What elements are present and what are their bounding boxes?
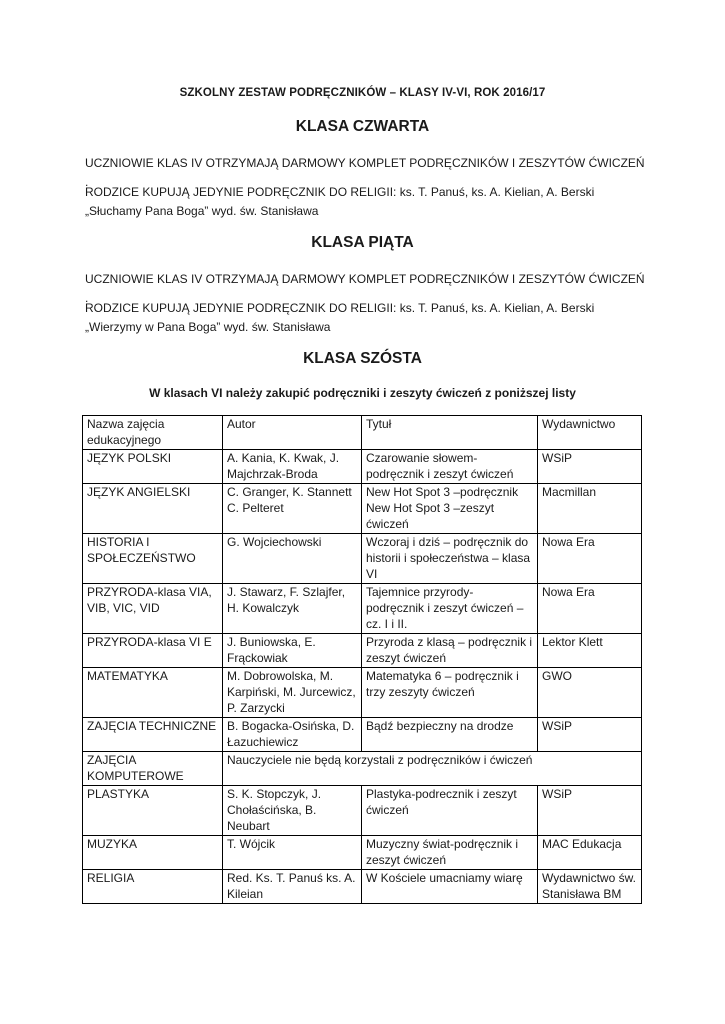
- cell-publisher: WSiP: [538, 450, 642, 484]
- cell-author: M. Dobrowolska, M. Karpiński, M. Jurcewicz, P. Zarzycki: [223, 668, 362, 718]
- cell-subject: PRZYRODA-klasa VI E: [83, 634, 223, 668]
- cell-title: Przyroda z klasą – podręcznik i zeszyt ćwiczeń: [362, 634, 538, 668]
- document-title: SZKOLNY ZESTAW PODRĘCZNIKÓW – KLASY IV-VI, ROK 2016/17: [179, 87, 546, 99]
- table-row: [83, 870, 642, 904]
- class6-instruction: W klasach VI należy zakupić podręczniki i zeszyty ćwiczeń z poniższej listy: [149, 386, 576, 400]
- cell-author: J. Stawarz, F. Szlajfer, H. Kowalczyk: [223, 584, 362, 634]
- cell-publisher: Nowa Era: [538, 534, 642, 584]
- class5-free-books-note: UCZNIOWIE KLAS IV OTRZYMAJĄ DARMOWY KOMPLET PODRĘCZNIKÓW I ZESZYTÓW ĆWICZEŃ .: [85, 272, 645, 305]
- cell-subject: ZAJĘCIA TECHNICZNE: [83, 718, 223, 752]
- textbook-table: [82, 415, 642, 904]
- cell-subject: HISTORIA I SPOŁECZEŃSTWO: [83, 534, 223, 584]
- cell-subject: PRZYRODA-klasa VIA, VIB, VIC, VID: [83, 584, 223, 634]
- cell-author: J. Buniowska, E. Frąckowiak: [223, 634, 362, 668]
- cell-title: Muzyczny świat-podręcznik i zeszyt ćwiczeń: [362, 836, 538, 870]
- cell-title: Wczoraj i dziś – podręcznik do historii i społeczeństwa – klasa VI: [362, 534, 538, 584]
- class6-heading: KLASA SZÓSTA: [303, 350, 422, 367]
- cell-author: C. Granger, K. Stannett C. Pelteret: [223, 484, 362, 534]
- cell-title: Tajemnice przyrody- podręcznik i zeszyt ćwiczeń – cz. I i II.: [362, 584, 538, 634]
- cell-author: S. K. Stopczyk, J. Chołaścińska, B. Neubart: [223, 786, 362, 836]
- cell-subject: MATEMATYKA: [83, 668, 223, 718]
- cell-title: W Kościele umacniamy wiarę: [362, 870, 538, 904]
- cell-title: Bądź bezpieczny na drodze: [362, 718, 538, 752]
- cell-subject: PLASTYKA: [83, 786, 223, 836]
- cell-author: T. Wójcik: [223, 836, 362, 870]
- table-row: [83, 534, 642, 584]
- table-row: [83, 718, 642, 752]
- table-row: [83, 668, 642, 718]
- cell-subject: RELIGIA: [83, 870, 223, 904]
- header-publisher: Wydawnictwo: [538, 416, 642, 450]
- cell-subject: JĘZYK POLSKI: [83, 450, 223, 484]
- cell-author: G. Wojciechowski: [223, 534, 362, 584]
- cell-publisher: Lektor Klett: [538, 634, 642, 668]
- cell-publisher: Wydawnictwo św. Stanisława BM: [538, 870, 642, 904]
- cell-title: New Hot Spot 3 –podręcznik New Hot Spot 3 –zeszyt ćwiczeń: [362, 484, 538, 534]
- cell-publisher: Nowa Era: [538, 584, 642, 634]
- table-row: [83, 584, 642, 634]
- cell-publisher: Macmillan: [538, 484, 642, 534]
- cell-no-textbook-note: Nauczyciele nie będą korzystali z podręczników i ćwiczeń: [223, 752, 642, 786]
- table-row-computer-classes: [83, 752, 642, 786]
- cell-publisher: WSiP: [538, 718, 642, 752]
- class4-free-books-note: UCZNIOWIE KLAS IV OTRZYMAJĄ DARMOWY KOMPLET PODRĘCZNIKÓW I ZESZYTÓW ĆWICZEŃ .: [85, 156, 645, 189]
- cell-author: A. Kania, K. Kwak, J. Majchrzak-Broda: [223, 450, 362, 484]
- class4-heading: KLASA CZWARTA: [295, 118, 430, 135]
- class5-heading: KLASA PIĄTA: [311, 234, 414, 251]
- table-header-row: [83, 416, 642, 450]
- header-title: Tytuł: [362, 416, 538, 450]
- class5-religion-note: RODZICE KUPUJĄ JEDYNIE PODRĘCZNIK DO RELIGII: ks. T. Panuś, ks. A. Kielian, A. Berski „Wierzymy w Pana Boga” wyd. św. Stanisława: [85, 301, 595, 334]
- cell-title: Matematyka 6 – podręcznik i trzy zeszyty ćwiczeń: [362, 668, 538, 718]
- table-row: [83, 484, 642, 534]
- cell-subject: JĘZYK ANGIELSKI: [83, 484, 223, 534]
- cell-title: Czarowanie słowem- podręcznik i zeszyt ćwiczeń: [362, 450, 538, 484]
- cell-subject: ZAJĘCIA KOMPUTEROWE: [83, 752, 223, 786]
- cell-subject: MUZYKA: [83, 836, 223, 870]
- table-row: [83, 786, 642, 836]
- cell-author: B. Bogacka-Osińska, D. Łazuchiewicz: [223, 718, 362, 752]
- cell-publisher: MAC Edukacja: [538, 836, 642, 870]
- cell-publisher: GWO: [538, 668, 642, 718]
- header-author: Autor: [223, 416, 362, 450]
- class4-religion-note: RODZICE KUPUJĄ JEDYNIE PODRĘCZNIK DO RELIGII: ks. T. Panuś, ks. A. Kielian, A. Berski „Słuchamy Pana Boga” wyd. św. Stanisława: [85, 185, 595, 218]
- cell-title: Plastyka-podrecznik i zeszyt ćwiczeń: [362, 786, 538, 836]
- table-row: [83, 634, 642, 668]
- cell-publisher: WSiP: [538, 786, 642, 836]
- cell-author: Red. Ks. T. Panuś ks. A. Kileian: [223, 870, 362, 904]
- table-row: [83, 450, 642, 484]
- header-subject: Nazwa zajęcia edukacyjnego: [83, 416, 223, 450]
- table-row: [83, 836, 642, 870]
